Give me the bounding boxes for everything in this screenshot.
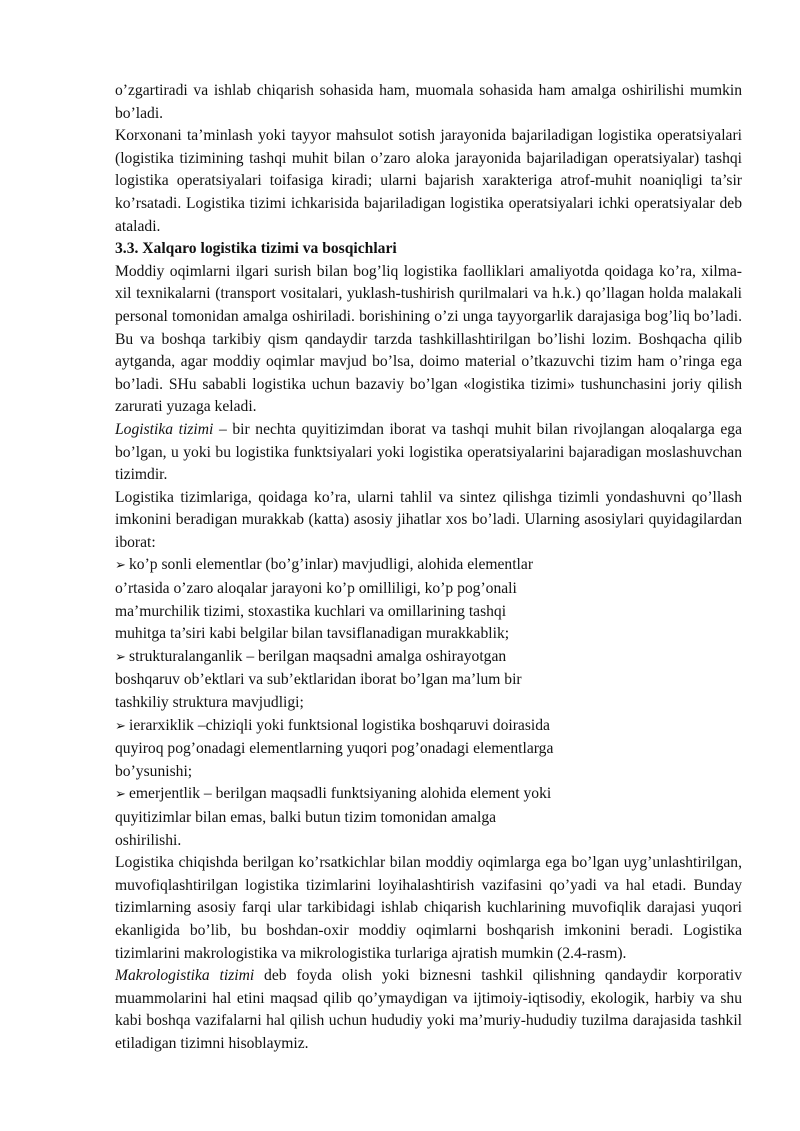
list-item-line: boshqaruv ob’ektlari va sub’ektlaridan iborat bo’lgan ma’lum bir	[115, 671, 522, 689]
list-item-line: quyiroq pog’onadagi elementlarning yuqori pog’onadagi elementlarga	[115, 740, 554, 758]
list-item-line: strukturalanganlik – berilgan maqsadni amalga oshirayotgan	[129, 647, 507, 665]
definition-text: deb foyda olish yoki biznesni tashkil qilishning qandaydir korporativ muammolarini hal etini maqsad qilib qo’ymaydigan va ijtimoiy-iqtisodiy, ekologik, harbiy va shu kabi boshqa vazifalarni hal qilish uchun hududiy yoki ma’muriy-hududiy tuzilma darajasida tashkil etiladigan tizimni hisoblaymiz.	[115, 967, 742, 1052]
arrow-bullet-icon: ➢	[115, 558, 126, 574]
term-logistika-tizimi: Logistika tizimi	[115, 420, 214, 438]
list-item-hierarchy	[115, 715, 645, 784]
arrow-bullet-icon: ➢	[115, 718, 126, 734]
definition-text: – bir nechta quyitizimdan iborat va tashqi muhit bilan rivojlangan aloqalarga ega bo’lgan, u yoki bu logistika funktsiyalari yoki logistika operatsiyalarini bajaradigan moslashuvchan tizimdir.	[115, 420, 743, 484]
paragraph-external-operations: Korxonani ta’minlash yoki tayyor mahsulot sotish jarayonida bajariladigan logistika operatsiyalari (logistika tizimining tashqi muhit bilan o’zaro aloka jarayonida bajariladigan operatsiyalar) tashqi logistika operatsiyalari toifasiga kiradi; ularni bajarish xarakteriga atrof-muhit noaniqligi ta’sir ko’rsatadi. Logistika tizimi ichkarisida bajariladigan logistika operatsiyalari ichki operatsiyalar deb ataladi.	[115, 127, 742, 235]
list-item-emergence	[115, 783, 645, 852]
list-item-line: emerjentlik – berilgan maqsadli funktsiyaning alohida element yoki	[129, 785, 552, 803]
list-item-line: ko’p sonli elementlar (bo’g’inlar) mavjudligi, alohida elementlar	[129, 556, 534, 574]
list-item-line: tashkiliy struktura mavjudligi;	[115, 694, 304, 712]
arrow-bullet-icon: ➢	[115, 787, 126, 803]
list-item-line: ma’murchilik tizimi, stoxastika kuchlari va omillarining tashqi	[115, 602, 507, 620]
paragraph-logistics-output: Logistika chiqishda berilgan ko’rsatkichlar bilan moddiy oqimlarga ega bo’lgan uyg’unlashtirilgan, muvofiqlashtirilgan logistika tizimlarini loyihalashtirish vazifasini qo’yadi va hal etadi. Bunday tizimlarning asosiy farqi ular tarkibidagi ishlab chiqarish kuchlarining muvofiqlik darajasi yuqori ekanligida bo’lib, bu boshdan-oxir moddiy oqimlarni boshqarish imkonini beradi. Logistika tizimlarini makrologistika va mikrologistika turlariga ajratish mumkin (2.4-rasm).	[115, 854, 742, 962]
term-makrologistika-tizimi: Makrologistika tizimi	[115, 967, 255, 985]
list-item-line: ierarxiklik –chiziqli yoki funktsional logistika boshqaruvi doirasida	[129, 716, 550, 734]
list-item-complexity	[115, 554, 645, 645]
paragraph-logistics-system-definition	[115, 419, 742, 487]
section-heading: 3.3. Xalqaro logistika tizimi va bosqichlari	[115, 240, 397, 258]
paragraph-system-features: Logistika tizimlariga, qoidaga ko’ra, ularni tahlil va sintez qilishga tizimli yondashuvni qo’llash imkonini beradigan murakkab (katta) asosiy jihatlar xos bo’ladi. Ularning asosiylari quyidagilardan iborat:	[115, 488, 742, 551]
list-item-line: bo’ysunishi;	[115, 762, 193, 780]
document-page	[115, 80, 742, 1056]
paragraph-macrologistics-definition	[115, 965, 742, 1055]
list-item-line: quyitizimlar bilan emas, balki butun tizim tomonidan amalga	[115, 809, 497, 826]
list-item-line: muhitga ta’siri kabi belgilar bilan tavsiflanadigan murakkablik;	[115, 625, 510, 643]
list-item-line: oshirilishi.	[115, 831, 182, 849]
paragraph-material-flows: Moddiy oqimlarni ilgari surish bilan bog’liq logistika faolliklari amaliyotda qoidaga ko’ra, xilma-xil texnikalarni (transport vositalari, yuklash-tushirish qurilmalari va h.k.) qo’llagan holda malakali personal tomonidan amalga oshiriladi. borishining o’zi unga tayyorgarlik darajasiga bog’liq bo’ladi. Bu va boshqa tarkibiy qism qandaydir tarzda tashkillashtirilgan bo’lishi lozim. Boshqacha qilib aytganda, agar moddiy oqimlar mavjud bo’lsa, doimo material o’tkazuvchi tizim ham o’ringa ega bo’ladi. SHu sababli logistika uchun bazaviy bo’lgan «logistika tizimi» tushunchasini joriy qilish zarurati yuzaga keladi.	[115, 262, 742, 416]
arrow-bullet-icon: ➢	[115, 649, 126, 665]
list-item-line: o’rtasida o’zaro aloqalar jarayoni ko’p omilliligi, ko’p pog’onali	[115, 580, 517, 598]
list-item-structure	[115, 646, 645, 715]
paragraph-continuation: o’zgartiradi va ishlab chiqarish sohasida ham, muomala sohasida ham amalga oshirilishi mumkin bo’ladi.	[115, 82, 742, 122]
